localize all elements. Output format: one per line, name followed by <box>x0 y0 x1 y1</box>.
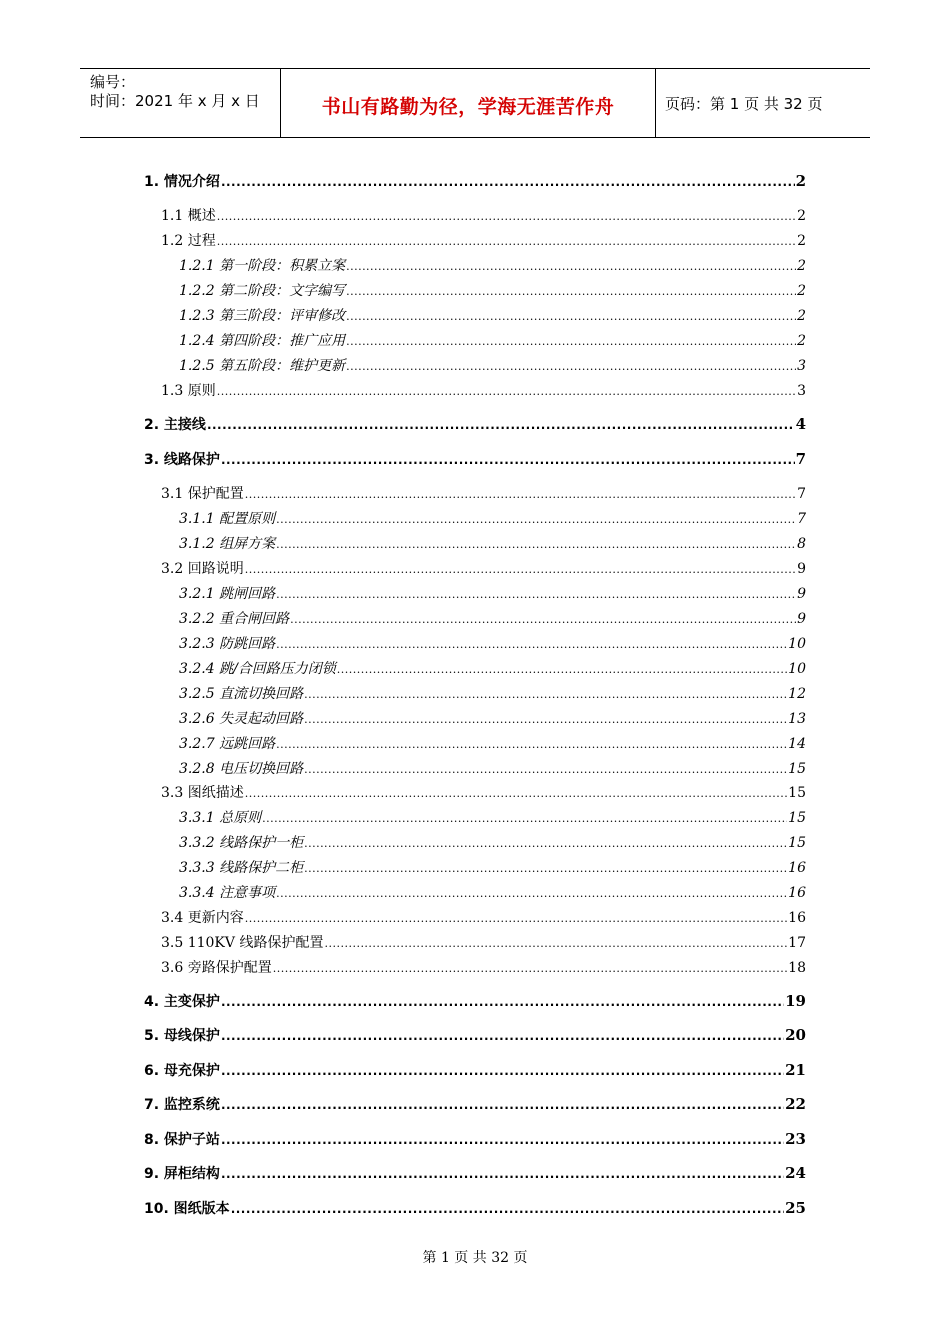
toc-entry-title: 8. 保护子站 <box>144 1132 220 1148</box>
toc-entry-title: 3.2 回路说明 <box>161 561 244 577</box>
toc-entry[interactable] <box>179 683 806 703</box>
toc-dot-leader <box>290 611 796 627</box>
toc-entry-title: 1.1 概述 <box>161 208 216 224</box>
toc-dot-leader <box>346 358 796 374</box>
toc-entry[interactable] <box>161 957 806 977</box>
toc-dot-leader <box>276 536 796 552</box>
toc-entry-page: 3 <box>797 358 806 374</box>
toc-entry[interactable] <box>179 305 806 325</box>
toc-dot-leader <box>207 417 795 433</box>
toc-entry[interactable] <box>179 280 806 300</box>
toc-dot-leader <box>346 283 796 299</box>
document-date: 时间：2021 年 x 月 x 日 <box>90 92 260 110</box>
toc-dot-leader <box>273 960 787 976</box>
toc-dot-leader <box>221 1063 784 1079</box>
toc-entry[interactable] <box>179 255 806 275</box>
toc-dot-leader <box>221 452 795 468</box>
toc-entry-title: 3.3.1 总原则 <box>179 810 262 826</box>
toc-entry-title: 3.3.3 线路保护二柜 <box>179 860 304 876</box>
toc-entry[interactable] <box>144 1025 806 1045</box>
toc-entry-page: 9 <box>797 586 806 602</box>
toc-entry-title: 5. 母线保护 <box>144 1028 220 1044</box>
toc-entry-page: 16 <box>788 910 806 926</box>
toc-entry-title: 3.4 更新内容 <box>161 910 244 926</box>
toc-dot-leader <box>346 258 796 274</box>
toc-entry-page: 15 <box>788 810 806 826</box>
toc-dot-leader <box>245 785 787 801</box>
toc-entry[interactable] <box>161 380 806 400</box>
toc-entry-page: 7 <box>797 486 806 502</box>
toc-dot-leader <box>245 561 796 577</box>
toc-entry-title: 3.2.2 重合闸回路 <box>179 611 290 627</box>
toc-entry-title: 3.1 保护配置 <box>161 486 244 502</box>
toc-entry-page: 9 <box>797 561 806 577</box>
toc-dot-leader <box>221 174 795 190</box>
toc-entry[interactable] <box>144 1129 806 1149</box>
toc-entry-page: 17 <box>788 935 806 951</box>
toc-entry-title: 3.2.7 远跳回路 <box>179 736 276 752</box>
toc-dot-leader <box>245 910 787 926</box>
toc-entry-title: 3.3.2 线路保护一柜 <box>179 835 304 851</box>
toc-entry[interactable] <box>179 733 806 753</box>
toc-entry[interactable] <box>161 932 806 952</box>
document-code-label: 编号： <box>90 73 136 91</box>
toc-dot-leader <box>221 1028 784 1044</box>
toc-dot-leader <box>276 636 787 652</box>
toc-entry-page: 4 <box>795 415 806 433</box>
toc-dot-leader <box>346 333 796 349</box>
toc-entry-page: 13 <box>788 711 806 727</box>
toc-entry-title: 1.2.2 第二阶段：文字编写 <box>179 283 346 299</box>
toc-entry[interactable] <box>179 508 806 528</box>
toc-entry[interactable] <box>179 857 806 877</box>
toc-entry[interactable] <box>179 330 806 350</box>
toc-entry-page: 22 <box>785 1095 806 1113</box>
toc-entry-page: 19 <box>785 992 806 1010</box>
toc-entry-page: 12 <box>788 686 806 702</box>
toc-entry[interactable] <box>179 583 806 603</box>
toc-entry-page: 14 <box>788 736 806 752</box>
toc-entry-title: 3. 线路保护 <box>144 452 220 468</box>
toc-entry-title: 3.2.6 失灵起动回路 <box>179 711 304 727</box>
toc-dot-leader <box>304 860 787 876</box>
toc-entry-title: 1. 情况介绍 <box>144 174 220 190</box>
toc-entry-title: 3.6 旁路保护配置 <box>161 960 272 976</box>
toc-entry[interactable] <box>144 991 806 1011</box>
toc-dot-leader <box>304 686 787 702</box>
toc-entry-page: 15 <box>788 835 806 851</box>
toc-dot-leader <box>276 736 787 752</box>
toc-dot-leader <box>245 486 796 502</box>
toc-entry-title: 3.1.1 配置原则 <box>179 511 276 527</box>
toc-entry[interactable] <box>161 205 806 225</box>
toc-entry-page: 16 <box>788 860 806 876</box>
toc-dot-leader <box>324 935 787 951</box>
toc-entry-page: 9 <box>797 611 806 627</box>
toc-dot-leader <box>276 586 796 602</box>
toc-entry[interactable] <box>144 414 806 434</box>
toc-entry-page: 2 <box>797 283 806 299</box>
toc-entry-title: 2. 主接线 <box>144 417 206 433</box>
toc-entry-title: 3.5 110KV 线路保护配置 <box>161 935 324 951</box>
toc-entry-page: 18 <box>788 960 806 976</box>
toc-entry[interactable] <box>179 807 806 827</box>
toc-entry[interactable] <box>161 230 806 250</box>
toc-entry[interactable] <box>144 1163 806 1183</box>
toc-entry[interactable] <box>179 708 806 728</box>
toc-entry-page: 2 <box>797 258 806 274</box>
toc-entry-title: 9. 屏柜结构 <box>144 1166 220 1182</box>
toc-entry[interactable] <box>161 907 806 927</box>
toc-entry-page: 15 <box>788 761 806 777</box>
toc-entry-page: 2 <box>797 308 806 324</box>
header-motto: 书山有路勤为径，学海无涯苦作舟 <box>321 96 615 118</box>
toc-entry[interactable] <box>144 171 806 191</box>
toc-entry[interactable] <box>179 633 806 653</box>
toc-entry-title: 1.2.5 第五阶段：维护更新 <box>179 358 346 374</box>
toc-dot-leader <box>221 1166 784 1182</box>
toc-entry-page: 23 <box>785 1130 806 1148</box>
toc-entry-page: 16 <box>788 885 806 901</box>
toc-entry-page: 10 <box>788 661 806 677</box>
toc-entry[interactable] <box>161 558 806 578</box>
toc-entry-title: 6. 母充保护 <box>144 1063 220 1079</box>
toc-dot-leader <box>304 835 787 851</box>
toc-entry-title: 1.2.3 第三阶段：评审修改 <box>179 308 346 324</box>
toc-dot-leader <box>217 383 796 399</box>
toc-entry-title: 1.2.4 第四阶段：推广应用 <box>179 333 346 349</box>
toc-entry-page: 2 <box>797 333 806 349</box>
toc-entry-title: 3.1.2 组屏方案 <box>179 536 276 552</box>
toc-dot-leader <box>217 233 796 249</box>
toc-dot-leader <box>221 994 784 1010</box>
toc-entry-title: 3.3 图纸描述 <box>161 785 244 801</box>
toc-entry[interactable] <box>144 1198 806 1218</box>
toc-entry-title: 1.2.1 第一阶段：积累立案 <box>179 258 346 274</box>
toc-dot-leader <box>221 1132 784 1148</box>
toc-dot-leader <box>304 761 787 777</box>
toc-entry[interactable] <box>161 782 806 802</box>
toc-entry-page: 2 <box>795 172 806 190</box>
toc-dot-leader <box>276 885 787 901</box>
toc-dot-leader <box>276 511 796 527</box>
toc-entry-page: 15 <box>788 785 806 801</box>
toc-entry[interactable] <box>179 608 806 628</box>
toc-entry-page: 2 <box>797 208 806 224</box>
toc-entry[interactable] <box>179 355 806 375</box>
toc-dot-leader <box>337 661 787 677</box>
toc-entry-title: 1.2 过程 <box>161 233 216 249</box>
toc-entry-page: 7 <box>795 450 806 468</box>
toc-entry[interactable] <box>179 832 806 852</box>
page-footer: 第 1 页 共 32 页 <box>422 1250 528 1266</box>
toc-dot-leader <box>221 1097 784 1113</box>
toc-entry[interactable] <box>144 1094 806 1114</box>
toc-entry-page: 7 <box>797 511 806 527</box>
toc-entry[interactable] <box>179 658 806 678</box>
toc-entry-page: 20 <box>785 1026 806 1044</box>
toc-entry-title: 3.2.5 直流切换回路 <box>179 686 304 702</box>
toc-entry-page: 10 <box>788 636 806 652</box>
toc-entry-page: 2 <box>797 233 806 249</box>
toc-entry-title: 3.3.4 注意事项 <box>179 885 276 901</box>
toc-dot-leader <box>346 308 796 324</box>
toc-entry-title: 3.2.4 跳/合回路压力闭锁 <box>179 661 336 677</box>
toc-dot-leader <box>262 810 787 826</box>
toc-entry-title: 3.2.3 防跳回路 <box>179 636 276 652</box>
toc-entry-title: 3.2.1 跳闸回路 <box>179 586 276 602</box>
toc-entry[interactable] <box>144 1060 806 1080</box>
toc-entry-page: 24 <box>785 1164 806 1182</box>
toc-entry-page: 3 <box>797 383 806 399</box>
toc-dot-leader <box>217 208 796 224</box>
toc-entry-title: 3.2.8 电压切换回路 <box>179 761 304 777</box>
header-page-info: 页码：第 1 页 共 32 页 <box>665 95 823 113</box>
toc-dot-leader <box>304 711 787 727</box>
toc-dot-leader <box>231 1201 784 1217</box>
toc-entry[interactable] <box>179 533 806 553</box>
toc-entry-title: 1.3 原则 <box>161 383 216 399</box>
toc-entry[interactable] <box>144 449 806 469</box>
toc-entry[interactable] <box>179 882 806 902</box>
toc-entry-title: 10. 图纸版本 <box>144 1201 230 1217</box>
toc-entry[interactable] <box>161 483 806 503</box>
toc-entry-title: 7. 监控系统 <box>144 1097 220 1113</box>
toc-entry-page: 8 <box>797 536 806 552</box>
toc-entry[interactable] <box>179 758 806 778</box>
toc-entry-title: 4. 主变保护 <box>144 994 220 1010</box>
toc-entry-page: 21 <box>785 1061 806 1079</box>
toc-entry-page: 25 <box>785 1199 806 1217</box>
